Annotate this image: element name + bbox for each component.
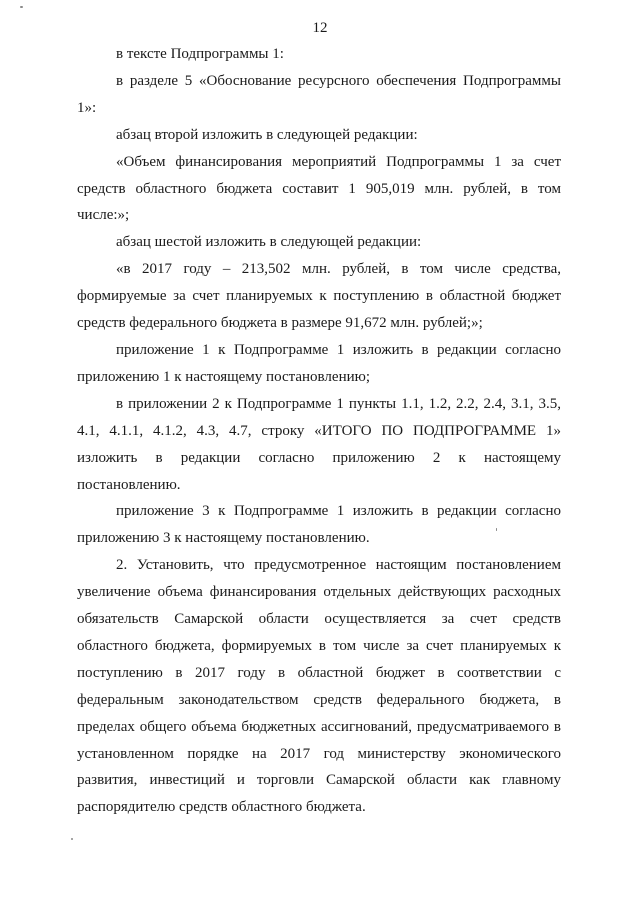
paragraph-appendix-2: в приложении 2 к Подпрограмме 1 пункты 1.1, 1.2, 2.2, 2.4, 3.1, 3.5, 4.1, 4.1.1, 4.1.2, 4.3, 4.7, строку «ИТОГО ПО ПОДПРОГРАММЕ 1» изложить в редакции согласно приложению 2 к настоящему постановлению. — [77, 395, 561, 493]
paragraph-appendix-3: приложение 3 к Подпрограмме 1 изложить в редакции согласно приложению 3 к настоящему постановлению. — [77, 503, 561, 547]
document-body — [77, 41, 561, 821]
scan-speck — [71, 838, 73, 840]
paragraph-item-2: 2. Установить, что предусмотренное настоящим постановлением увеличение объема финансирования отдельных действующих расходных обязательств Самарской области осуществляется за счет средств областного бюджета, формируемых в том числе за счет планируемых к поступлению в 2017 году в областной бюджет в соответствии с федеральным законодательством средств федерального бюджета, в пределах общего объема бюджетных ассигнований, предусматриваемого в установленном порядке на 2017 год министерству экономического развития, инвестиций и торговли Самарской области как главному распорядителю средств областного бюджета. — [77, 557, 561, 816]
paragraph-in-subprogram-text: в тексте Подпрограммы 1: — [116, 46, 284, 62]
paragraph-financing-volume: «Объем финансирования мероприятий Подпрограммы 1 за счет средств областного бюджета составит 1 905,019 млн. рублей, в том числе:»; — [77, 153, 561, 224]
paragraph-appendix-1: приложение 1 к Подпрограмме 1 изложить в редакции согласно приложению 1 к настоящему постановлению; — [77, 341, 561, 385]
paragraph-sixth-abzac: абзац шестой изложить в следующей редакции: — [116, 234, 422, 251]
scan-speck — [496, 528, 497, 531]
paragraph-year-2017: «в 2017 году – 213,502 млн. рублей, в том числе средства, формируемые за счет планируемых к поступлению в областной бюджет средств федерального бюджета в размере 91,672 млн. рублей;»; — [77, 261, 561, 332]
paragraph-second-abzac: абзац второй изложить в следующей редакции: — [116, 126, 418, 143]
paragraph-section-5: в разделе 5 «Обоснование ресурсного обеспечения Подпрограммы 1»: — [77, 72, 561, 116]
scan-speck — [20, 6, 23, 8]
page-number: 12 — [312, 20, 328, 36]
